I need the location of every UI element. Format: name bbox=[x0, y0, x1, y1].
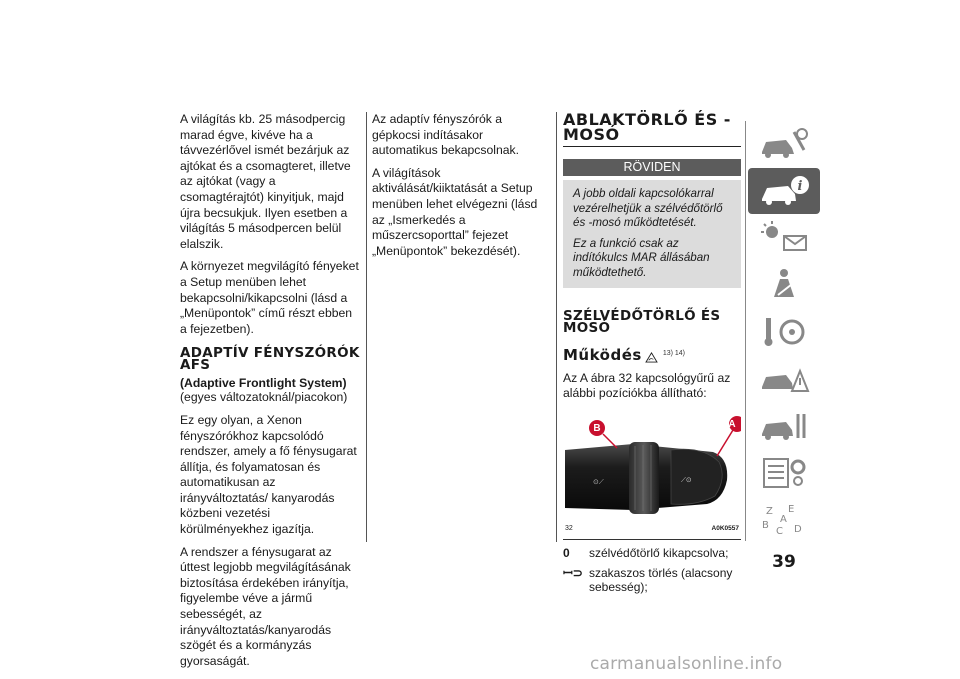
stalk-figure bbox=[563, 412, 741, 540]
operation-heading bbox=[563, 346, 741, 363]
section-heading: ADAPTÍV FÉNYSZÓRÓK AFS bbox=[180, 345, 360, 374]
svg-text:B: B bbox=[762, 520, 769, 531]
warning-triangle-icon bbox=[645, 352, 658, 363]
column-left bbox=[180, 112, 360, 676]
summary-text: A jobb oldali kapcsolókarral vezérelhetjük a szélvédőtörlő és -mosó működtetését. bbox=[573, 187, 723, 229]
section-heading: SZÉLVÉDŐTÖRLŐ ÉS MOSÓ bbox=[563, 308, 721, 336]
sidebar-tab-car-wrench[interactable] bbox=[748, 403, 820, 449]
chapter-title-wrap bbox=[563, 112, 741, 147]
position-text: szakaszos törlés (alacsony sebesség); bbox=[589, 565, 733, 594]
svg-text:C: C bbox=[776, 526, 783, 537]
paragraph: Ez egy olyan, a Xenon fényszórókhoz kapcsolódó rendszer, amely a fő fénysugarat állítja, és folyamatosan és automatikusan az irányváltoztatás/ kanyarodás közbeni vezetési körülményekhez igazítja. bbox=[180, 412, 357, 537]
paragraph: Az A ábra 32 kapcsológyűrű az alábbi pozíciókba állítható: bbox=[563, 370, 731, 401]
section-subheading: (Adaptive Frontlight System) bbox=[180, 376, 347, 391]
figure-number: 32 bbox=[565, 525, 573, 533]
car-accident-icon bbox=[758, 361, 810, 397]
summary-text: Ez a funkció csak az indítókulcs MAR állásában működtethető. bbox=[573, 236, 710, 279]
figure-code: A0K0557 bbox=[711, 525, 739, 533]
variant-note: (egyes változatoknál/piacokon) bbox=[180, 390, 348, 405]
car-wrench-icon bbox=[758, 408, 810, 444]
svg-text:⟋⊙: ⟋⊙ bbox=[681, 475, 692, 484]
sidebar-tab-lights-mail[interactable] bbox=[748, 215, 820, 261]
sidebar-tab-car-warning[interactable] bbox=[748, 121, 820, 167]
sidebar-tab-car-info[interactable] bbox=[748, 168, 820, 214]
lights-mail-icon bbox=[758, 220, 810, 256]
chapter-title: ABLAKTÖRLŐ ÉS -MOSÓ bbox=[563, 110, 731, 144]
svg-text:D: D bbox=[794, 524, 802, 535]
summary-label: RÖVIDEN bbox=[563, 159, 741, 176]
sidebar-tab-list-gear[interactable] bbox=[748, 450, 820, 496]
position-key: 0 bbox=[563, 545, 570, 560]
seat-person-icon bbox=[758, 267, 810, 303]
column-divider bbox=[366, 112, 367, 542]
sidebar-divider bbox=[745, 121, 746, 541]
car-info-icon bbox=[758, 173, 810, 209]
sidebar-tab-seat-person[interactable] bbox=[748, 262, 820, 308]
list-gear-icon bbox=[758, 455, 810, 491]
summary-box bbox=[563, 180, 741, 288]
sidebar-tab-key-steering[interactable] bbox=[748, 309, 820, 355]
page-number: 39 bbox=[772, 552, 796, 572]
paragraph: A rendszer a fénysugarat az úttest legjobb megvilágításának biztosítása érdekében irányítja, figyelembe véve a jármű sebességét, az irányváltoztatás/kanyarodás szögét és a kormányzás gyorsaságát. bbox=[180, 544, 351, 668]
paragraph: A világítások aktiválását/kiiktatását a Setup menüben lehet elvégezni (lásd az „Ismerkedés a műszercsoporttal” fejezet „Menüpontok” bekezdését). bbox=[372, 165, 538, 258]
position-item bbox=[563, 566, 741, 594]
svg-text:A: A bbox=[780, 514, 787, 525]
sidebar-tab-alphabet-index[interactable] bbox=[748, 497, 820, 543]
chapter-sidebar bbox=[748, 121, 820, 544]
label-a: A bbox=[728, 418, 736, 430]
position-key: ꟷ⊃ bbox=[563, 565, 583, 580]
paragraph: A környezet megvilágító fényeket a Setup menüben lehet bekapcsolni/kikapcsolni (lásd a „Menüpontok” című részt ebben a fejezetben). bbox=[180, 259, 359, 336]
paragraph: A világítás kb. 25 másodpercig marad égve, kivéve ha a távvezérlővel ismét bezárjuk az ajtókat és a csomagteret, illetve az ajtókat (vagy a csomagtérajtót) kinyitjuk, majd újra becsukjuk. Ilyen esetben a világítás 5 másodpercen belül elalszik. bbox=[180, 112, 351, 251]
position-text: szélvédőtörlő kikapcsolva; bbox=[589, 545, 729, 560]
svg-text:Z: Z bbox=[766, 506, 773, 517]
sidebar-tab-car-accident[interactable] bbox=[748, 356, 820, 402]
svg-text:⊙⟋: ⊙⟋ bbox=[593, 477, 604, 486]
watermark: carmanualsonline.info bbox=[590, 654, 783, 674]
operation-title: Működés bbox=[563, 345, 642, 364]
column-divider bbox=[556, 112, 557, 542]
column-middle bbox=[372, 112, 548, 266]
car-warning-icon bbox=[758, 126, 810, 162]
key-steering-icon bbox=[758, 314, 810, 350]
svg-text:E: E bbox=[788, 504, 795, 515]
warning-refs: 13) 14) bbox=[662, 350, 686, 357]
paragraph: Az adaptív fényszórók a gépkocsi indításakor automatikus bekapcsolnak. bbox=[372, 112, 520, 158]
column-right bbox=[563, 112, 741, 594]
alphabet-index-icon bbox=[758, 502, 810, 538]
label-b: B bbox=[593, 422, 601, 434]
svg-text:i: i bbox=[797, 179, 803, 194]
position-item bbox=[563, 546, 741, 560]
